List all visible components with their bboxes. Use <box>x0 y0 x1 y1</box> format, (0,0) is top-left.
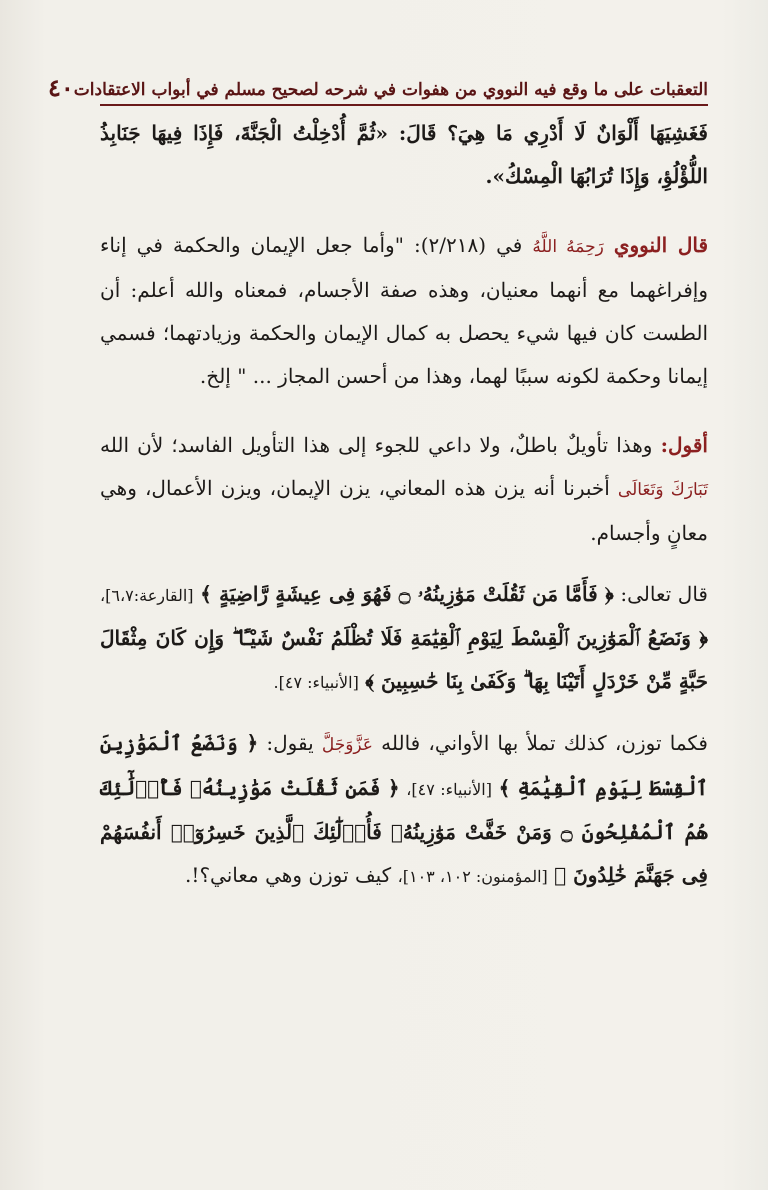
honorific: رَحِمَهُ اللَّهُ <box>532 237 604 257</box>
quran-citation-paragraph <box>100 573 708 704</box>
conclusion-text-2: يقول: <box>266 731 314 755</box>
quran-verse: ﴿ وَنَضَعُ ٱلْمَوَٰزِينَ ٱلْقِسْطَ لِيَوْمِ ٱلْقِيَٰمَةِ فَلَا تُظْلَمُ نَفْسٌ شَيْـًٔا ۖ وَإِن كَانَ مِثْقَالَ حَبَّةٍ مِّنْ خَرْدَلٍ أَتَيْنَا بِهَا ۗ وَكَفَىٰ بِنَا حَٰسِبِينَ ﴾ <box>100 626 708 693</box>
citation: في (٢/٢١٨): <box>413 233 523 257</box>
verse-reference: [القارعة:٦،٧]، <box>100 586 194 605</box>
nawawi-quote-text: "وأما جعل الإيمان والحكمة في إناء وإفراغهما مع أنهما معنيان، وهذه صفة الأجسام، فمعناه والله أعلم: أن الطست كان فيها شيء يحصل به كمال الإيمان والحكمة وزيادتهما؛ فسمي إيمانا وحكمة لكونه سببًا لهما، وهذا من أحسن المجاز ... " إلخ. <box>100 233 708 388</box>
hadith-continuation: فَغَشِيَهَا أَلْوَانٌ لَا أَدْرِي مَا هِيَ؟ قَالَ: «ثُمَّ أُدْخِلْتُ الْجَنَّةَ، فَإِذَا فِيهَا جَنَابِذُ اللُّؤْلُؤِ، وَإِذَا تُرَابُهَا الْمِسْكُ». <box>100 121 708 188</box>
author-response-paragraph <box>100 424 708 555</box>
quran-verse: ﴿ فَمَن ثَقُلَتْ مَوَٰزِينُهُۥ فَأُو۟لَٰٓئِكَ هُمُ ٱلْمُفْلِحُونَ ۝ وَمَنْ خَفَّتْ مَوَٰزِينُهُۥ فَأُو۟لَٰٓئِكَ ٱلَّذِينَ خَسِرُوٓا۟ أَنفُسَهُمْ فِى جَهَنَّمَ خَٰلِدُونَ ﴾ <box>100 776 708 887</box>
verse-reference: [الأنبياء: ٤٧]، <box>406 780 492 799</box>
author-label: أقول: <box>660 433 708 457</box>
nawawi-quote-paragraph <box>100 224 708 398</box>
page-number: ٤٠ <box>47 73 74 102</box>
response-text-1: وهذا تأويلٌ باطلٌ، ولا داعي للجوء إلى هذا التأويل الفاسد؛ لأن الله <box>100 433 653 457</box>
conclusion-text-1: فكما توزن، كذلك تملأ بها الأواني، فالله <box>381 731 708 755</box>
conclusion-paragraph <box>100 722 708 898</box>
response-text-2: أخبرنا أنه يزن هذه المعاني، يزن الإيمان، ويزن الأعمال، وهي معانٍ وأجسام. <box>100 476 708 545</box>
verse-reference: [الأنبياء: ٤٧]. <box>273 673 359 692</box>
running-header <box>47 70 708 106</box>
quran-verse: ﴿ فَأَمَّا مَن ثَقُلَتْ مَوَٰزِينُهُۥ ۝ فَهُوَ فِى عِيشَةٍ رَّاضِيَةٍ ﴾ <box>200 582 614 606</box>
intro-text: قال تعالى: <box>620 582 708 606</box>
honorific: تَبَارَكَ وَتَعَالَى <box>617 480 708 500</box>
conclusion-text-3: كيف توزن وهي معاني؟!. <box>185 863 392 887</box>
header-title: التعقبات على ما وقع فيه النووي من هفوات في شرحه لصحيح مسلم في أبواب الاعتقادات <box>73 80 708 100</box>
honorific: عَزَّوَجَلَّ <box>321 735 373 755</box>
page-body <box>100 112 708 898</box>
quran-verse: ﴿ وَنَضَعُ ٱلْمَوَٰزِينَ ٱلْقِسْطَ لِيَوْمِ ٱلْقِيَٰمَةِ ﴾ <box>100 731 709 800</box>
verse-reference: [المؤمنون: ١٠٢، ١٠٣]، <box>397 867 548 886</box>
nawawi-label: قال النووي <box>613 233 709 257</box>
